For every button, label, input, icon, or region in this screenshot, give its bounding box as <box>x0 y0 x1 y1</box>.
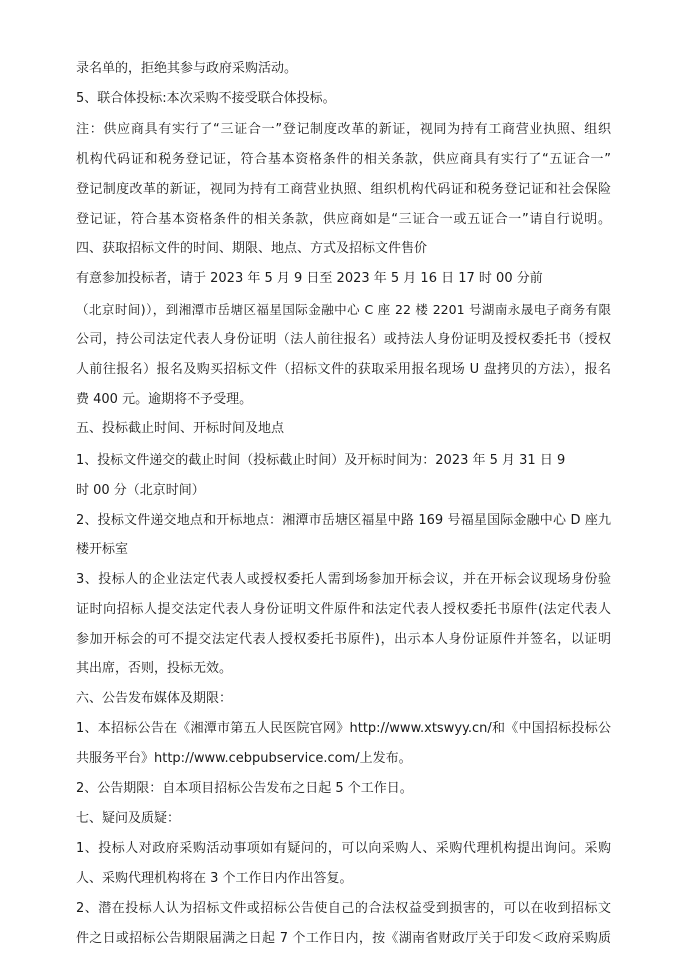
text-line-9: （北京时间)），到湘潭市岳塘区福星国际金融中心 C 座 22 楼 2201 号湖南永晟电子商务有限 <box>76 302 611 317</box>
text-line-12: 费 400 元。逾期将不予受理。 <box>76 392 253 407</box>
text-line-29: 2、潜在投标人认为招标文件或招标公告使自己的合法权益受到损害的，可以在收到招标文 <box>76 901 611 916</box>
section-heading-5: 五、投标截止时间、开标时间及地点 <box>76 421 285 436</box>
text-line-16: 2、投标文件递交地点和开标地点：湘潭市岳塘区福星中路 169 号福星国际金融中心 D 座九 <box>76 513 611 528</box>
text-line-5: 登记制度改革的新证，视同为持有工商营业执照、组织机构代码证和税务登记证和社会保险 <box>76 182 611 197</box>
text-line-2: 5、联合体投标:本次采购不接受联合体投标。 <box>76 91 336 106</box>
text-line-28: 人、采购代理机构将在 3 个工作日内作出答复。 <box>76 871 353 886</box>
text-line-30: 件之日或招标公告期限届满之日起 7 个工作日内，按《湖南省财政厅关于印发＜政府采购质 <box>76 931 611 946</box>
text-line-18: 3、投标人的企业法定代表人或授权委托人需到场参加开标会议，并在开标会议现场身份验 <box>76 572 611 587</box>
section-heading-6: 六、公告发布媒体及期限： <box>76 691 233 706</box>
text-line-19: 证时向招标人提交法定代表人身份证明文件原件和法定代表人授权委托书原件(法定代表人 <box>76 602 611 617</box>
text-line-23: 1、本招标公告在《湘潭市第五人民医院官网》http://www.xtswyy.cn/和《中国招标投标公 <box>76 721 611 736</box>
text-line-11: 人前往报名）报名及购买招标文件（招标文件的获取采用报名现场 U 盘拷贝的方法），报名 <box>76 362 611 377</box>
text-line-8: 有意参加投标者，请于 2023 年 5 月 9 日至 2023 年 5 月 16 日 17 时 00 分前 <box>76 271 543 286</box>
text-line-6: 登记证，符合基本资格条件的相关条款，供应商如是“三证合一或五证合一”请自行说明。 <box>76 212 611 227</box>
text-line-3: 注：供应商具有实行了“三证合一”登记制度改革的新证，视同为持有工商营业执照、组织 <box>76 122 611 137</box>
section-heading-4: 四、获取招标文件的时间、期限、地点、方式及招标文件售价 <box>76 241 428 256</box>
text-line-20: 参加开标会的可不提交法定代表人授权委托书原件)，出示本人身份证原件并签名，以证明 <box>76 632 611 647</box>
text-line-15: 时 00 分（北京时间） <box>76 483 205 498</box>
text-line-1: 录名单的，拒绝其参与政府采购活动。 <box>76 61 298 76</box>
text-line-27: 1、投标人对政府采购活动事项如有疑问的，可以向采购人、采购代理机构提出询问。采购 <box>76 841 611 856</box>
text-line-14: 1、投标文件递交的截止时间（投标截止时间）及开标时间为：2023 年 5 月 31 日 9 <box>76 453 566 468</box>
section-heading-7: 七、疑问及质疑： <box>76 811 181 826</box>
text-line-25: 2、公告期限：自本项目招标公告发布之日起 5 个工作日。 <box>76 781 413 796</box>
text-line-4: 机构代码证和税务登记证，符合基本资格条件的相关条款，供应商具有实行了“五证合一” <box>76 152 611 167</box>
text-line-21: 其出席，否则，投标无效。 <box>76 661 233 676</box>
text-line-10: 公司，持公司法定代表人身份证明（法人前往报名）或持法人身份证明及授权委托书（授权 <box>76 332 611 347</box>
text-line-17: 楼开标室 <box>76 542 129 557</box>
text-line-24: 共服务平台》http://www.cebpubservice.com/上发布。 <box>76 751 412 766</box>
